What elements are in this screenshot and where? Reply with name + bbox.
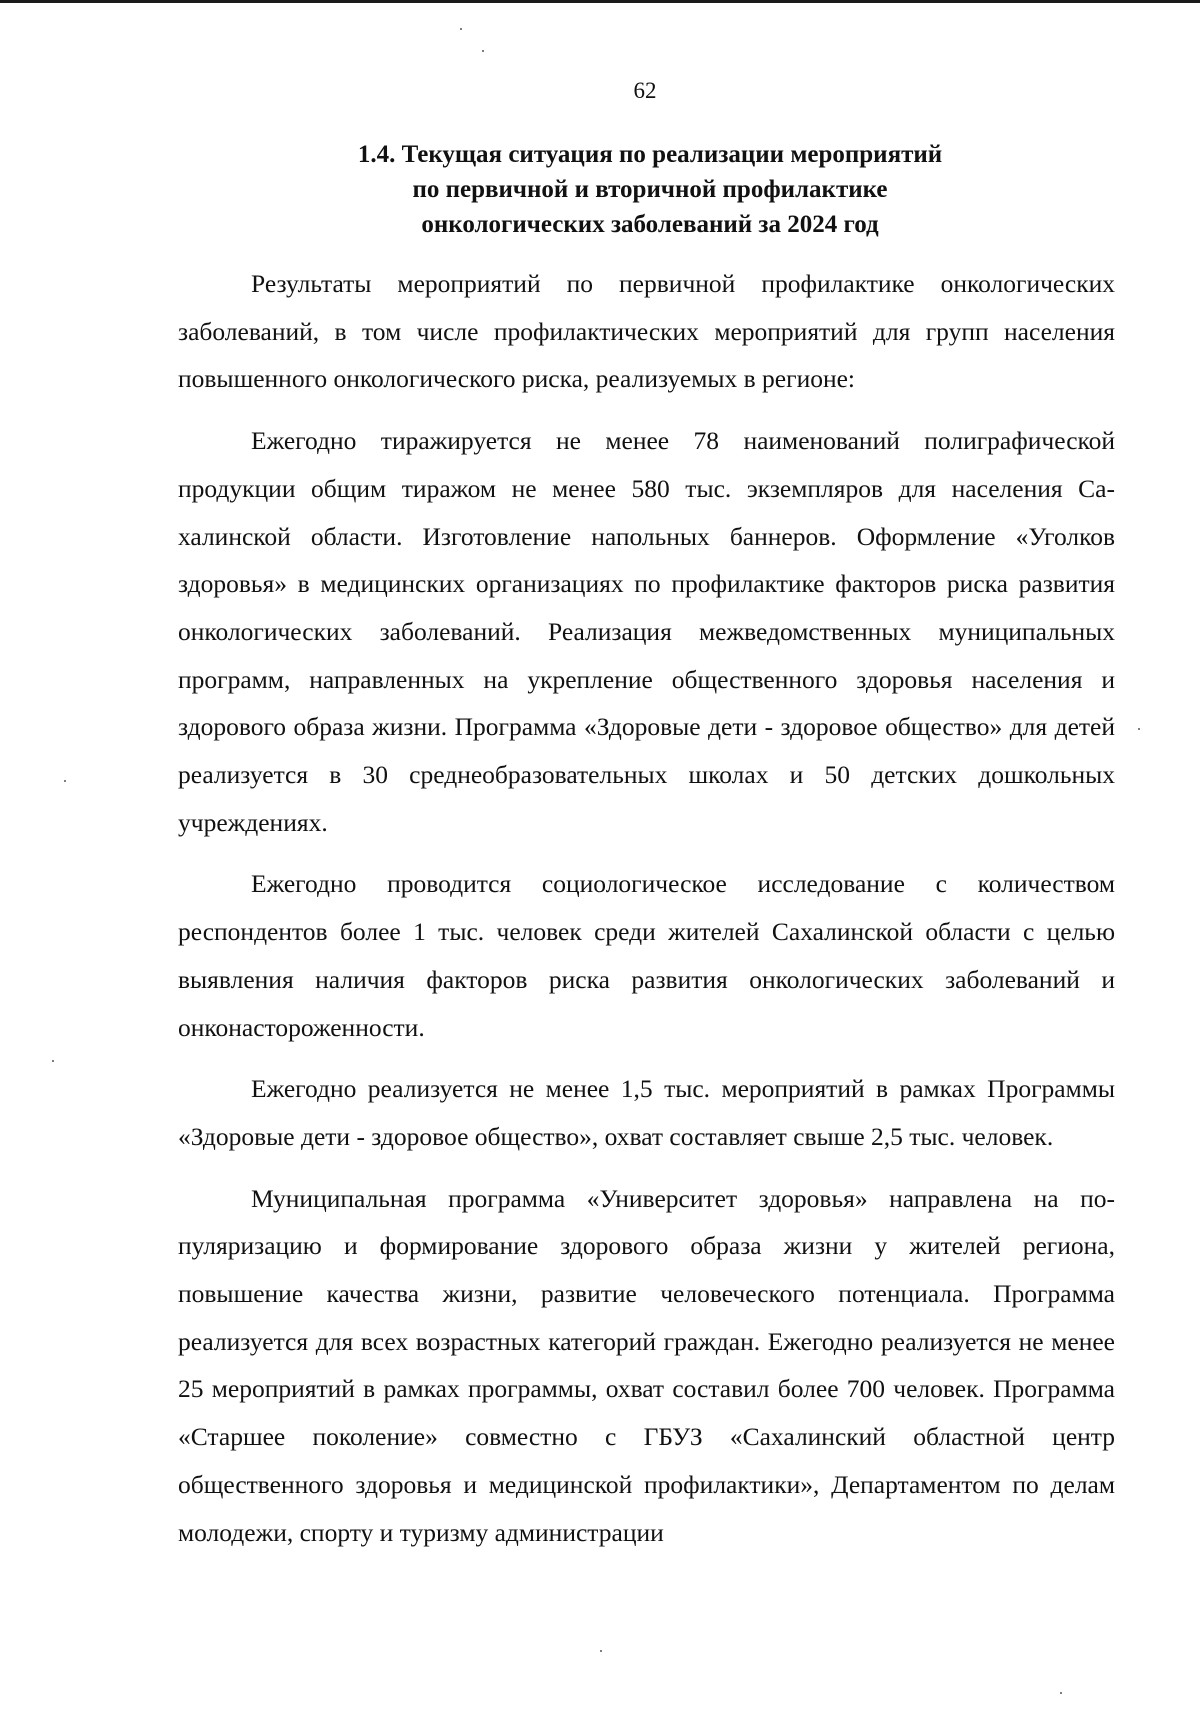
paragraph-healthy-children-program: Ежегодно реализуется не менее 1,5 тыс. мероприятий в рамках Программы «Здоровые дети - здоровое общество», охват составляет свыше 2,5 тыс. человек. [178,1074,1115,1151]
scan-speck [600,1650,602,1652]
scan-top-edge [0,0,1200,3]
section-heading-line-3: онкологических заболеваний за 2024 год [421,211,879,238]
section-heading-line-2: по первичной и вторичной профилактике [412,176,888,203]
section-heading-line-1: 1.4. Текущая ситуация по реализации мероприятий [357,141,943,168]
section-heading [180,137,1120,242]
paragraph-printed-materials: Ежегодно тиражируется не менее 78 наименований полиграфической продукции общим тиражом не менее 580 тыс. экземпляров для населения Сахалинской области. Изготовление напольных баннеров. Оформление «Уголков здоровья» в медицинских организациях по профилактике факторов риска развития онкологических заболеваний. Реализация межведомственных муниципальных программ, направленных на укрепление общественного здоровья населения и здорового образа жизни. Программа «Здоровые дети - здоровое общество» для детей реализуется в 30 среднеобразовательных школах и 50 детских дошкольных учреждениях. [178,426,1115,837]
paragraph-primary-prevention-intro: Результаты мероприятий по первичной профилактике онкологических заболеваний, в том числе профилактических мероприятий для групп населения повышенного онкологического риска, реализуемых в регионе: [178,269,1115,394]
scan-speck [460,28,462,30]
scan-speck [64,780,66,782]
paragraph-health-university: Муниципальная программа «Университет здоровья» направлена на популяризацию и формирование здорового образа жизни у жителей региона, повышение качества жизни, развитие человеческого потенциала. Программа реализуется для всех возрастных категорий граждан. Ежегодно реализуется не менее 25 мероприятий в рамках программы, охват составил более 700 человек. Программа «Старшее поколение» совместно с ГБУЗ «Сахалинский областной центр общественного здоровья и медицинской профилактики», Департаментом по делам молодежи, спорту и туризму администрации [178,1183,1115,1547]
paragraph-sociological-study: Ежегодно проводится социологическое исследование с количеством респондентов более 1 тыс. человек среди жителей Сахалинской области с целью выявления наличия факторов риска развития онкологических заболеваний и онконастороженности. [178,869,1115,1042]
document-body [178,260,1115,1556]
page-number: 62 [633,78,657,103]
scan-speck [1060,1692,1062,1694]
scan-speck [482,50,484,52]
scan-speck [52,1060,54,1062]
scan-speck [1138,728,1140,730]
